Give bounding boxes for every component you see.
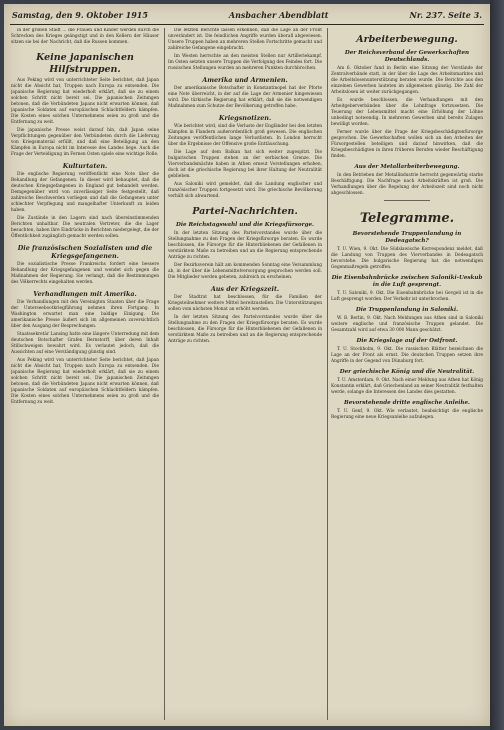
- page-header: [12, 10, 482, 22]
- article-text: In den Betrieben der Metallindustrie herrscht gegenwärtig starke Beschäftigung. Die Nachfrage nach Arbeitskräften ist groß. Die Verhandlungen über die Regelung der Arbeitszeit sind noch nicht abgeschlossen.: [331, 173, 483, 196]
- telegram-headline: Der griechische König und die Neutralität.: [339, 369, 475, 375]
- article-text: In der letzten Sitzung des Parteivorstandes wurde über die Stellungnahme zu den Fragen der Kriegsfürsorge beraten. Es wurde beschlossen, die Fürsorge für die Hinterbliebenen der Gefallenen in verstärktem Maße zu betreiben und an die Regierung entsprechende Anträge zu richten.: [168, 315, 322, 344]
- telegram-text: W. B. Berlin, 9. Okt. Nach Meldungen aus Athen sind in Saloniki weitere englische und französische Truppen gelandet. Die Gesamtzahl wird auf etwa 30 000 Mann geschätzt.: [331, 316, 483, 333]
- headline: Kulturtaten.: [62, 162, 108, 170]
- headline: Partei-Nachrichten.: [192, 206, 298, 217]
- subheadline: Aus der Metallarbeiterbewegung.: [354, 164, 460, 170]
- headline: Arbeiterbewegung.: [356, 34, 458, 45]
- article-text: Aus Peking wird von unterrichteter Seite berichtet, daß Japan nicht die Absicht hat, Truppen nach Europa zu entsenden. Die japanische Regierung hat wiederholt erklärt, daß sie zu einem solchen Schritt nicht bereit sei. Die japanischen Zeitungen betonen, daß die Verbündeten Japans nicht erwarten können, daß japanische Soldaten auf europäischen Schlachtfeldern kämpfen. Die Kosten eines solchen Unternehmens seien zu groß und die Entfernung zu weit.: [11, 358, 159, 405]
- article-text: In der letzten Sitzung des Parteivorstandes wurde über die Stellungnahme zu den Fragen der Kriegsfürsorge beraten. Es wurde beschlossen, die Fürsorge für die Hinterbliebenen der Gefallenen in verstärktem Maße zu betreiben und an die Regierung entsprechende Anträge zu richten.: [168, 231, 322, 260]
- headline: Die französischen Sozialisten und die Kriegsgefangenen.: [17, 244, 153, 260]
- telegram-text: T. U. Stockholm, 9. Okt. Die russischen Blätter bezeichnen die Lage an der Front als ernst. Die deutschen Truppen setzen ihre Angriffe in der Gegend von Dünaburg fort.: [331, 347, 483, 364]
- header-date: Samstag, den 9. Oktober 1915: [12, 10, 148, 20]
- headline-telegrams: Telegramme.: [359, 211, 455, 226]
- subheadline: Der Reichsverband der Gewerkschaften Deutschlands.: [344, 50, 470, 63]
- header-page-number: Nr. 237. Seite 3.: [409, 10, 482, 20]
- article-text: Die japanische Presse weist darauf hin, daß Japan seine Verpflichtungen gegenüber den Verbündeten durch die Lieferung von Kriegsmaterial erfüllt, und daß eine Beteiligung an den Kämpfen in Europa nicht im Interesse des Landes liege. Auch die Frage der Verteidigung im Fernen Osten spiele eine wichtige Rolle.: [11, 128, 159, 157]
- telegram-headline: Die Truppenlandung in Saloniki.: [355, 307, 459, 313]
- binding-spine: [490, 0, 504, 730]
- headline: Kriegsnotizen.: [218, 114, 272, 122]
- divider: [384, 200, 430, 201]
- column-2: [168, 28, 322, 720]
- header-paper-name: Ansbacher Abendblatt: [228, 10, 329, 20]
- article-text: Ferner wurde über die Frage der Kriegsbeschädigtenfürsorge gesprochen. Die Gewerkschaften wollen sich an den Arbeiten der Fürsorgestellen beteiligen und darauf hinwirken, daß die Kriegsbeschädigten in ihren früheren Berufen wieder Beschäftigung finden.: [331, 130, 483, 159]
- article-text: Die englische Regierung veröffentlicht eine Note über die Behandlung der Gefangenen. In dieser wird behauptet, daß die deutschen Kriegsgefangenen in England gut behandelt werden. Demgegenüber wird von zuverlässiger Seite festgestellt, daß zahlreiche Beschwerden vorliegen und daß die Gefangenen unter schlechter Verpflegung und mangelhafter Unterkunft zu leiden haben.: [11, 172, 159, 213]
- article-text: Am 6. Oktober fand in Berlin eine Sitzung der Vorstände der Zentralverbände statt, in der über die Lage des Arbeitsmarktes und die Arbeitslosenunterstützung beraten wurde. Die Berichte aus den einzelnen Gewerben lauteten im allgemeinen günstig. Die Zahl der Arbeitslosen ist weiter zurückgegangen.: [331, 66, 483, 95]
- article-text: Der amerikanische Botschafter in Konstantinopel hat der Pforte eine Note überreicht, in der auf die Lage der Armenier hingewiesen wird. Die türkische Regierung hat erklärt, daß sie die notwendigen Maßnahmen zum Schutze der Bevölkerung getroffen habe.: [168, 86, 322, 109]
- header-rule: [10, 24, 484, 25]
- headline: Verhandlungen mit Amerika.: [33, 290, 137, 298]
- telegram-text: T. U. Wien, 9. Okt. Die Südslawische Korrespondenz meldet, daß die Landung von Truppen des Vierverbandes in Dedeagatsch bevorstehe. Die bulgarische Regierung hat die notwendigen Gegenmaßregeln getroffen.: [331, 247, 483, 270]
- column-divider: [327, 28, 328, 720]
- telegram-headline: Bevorstehende Truppenlandung in Dedeagatsch?: [352, 231, 462, 244]
- column-divider: [164, 28, 165, 720]
- article-text: Staatssekretär Lansing hatte eine längere Unterredung mit dem deutschen Botschafter Grafen Bernstorff, über deren Inhalt Stillschweigen bewahrt wird. Es verlautet jedoch, daß die Aussichten auf eine Verständigung günstig sind.: [11, 332, 159, 355]
- telegram-headline: Bevorstehende dritte englische Anleihe.: [344, 400, 470, 406]
- telegram-headline: Die Eisenbahnbrücke zwischen Saloniki-Ueskub in die Luft gesprengt.: [331, 275, 483, 288]
- article-text: Aus Peking wird von unterrichteter Seite berichtet, daß Japan nicht die Absicht hat, Truppen nach Europa zu entsenden. Die japanische Regierung hat wiederholt erklärt, daß sie zu einem solchen Schritt nicht bereit sei. Die japanischen Zeitungen betonen, daß die Verbündeten Japans nicht erwarten können, daß japanische Soldaten auf europäischen Schlachtfeldern kämpfen. Die Kosten eines solchen Unternehmens seien zu groß und die Entfernung zu weit.: [11, 78, 159, 125]
- telegram-text: T. U. Amsterdam, 9. Okt. Nach einer Meldung aus Athen hat König Konstantin erklärt, daß Griechenland an seiner Neutralität festhalten werde, solange die Interessen des Landes dies gestatten.: [331, 378, 483, 395]
- column-1: [11, 28, 159, 720]
- article-text: Die Verhandlungen mit den Vereinigten Staaten über die Frage der Unterseebootkriegführung nehmen ihren Fortgang. In Washington erwartet man eine baldige Einigung. Die amerikanische Presse äußert sich im allgemeinen zuversichtlich über den Ausgang der Besprechungen.: [11, 300, 159, 329]
- article-text: Die Zustände in den Lagern sind nach übereinstimmenden Berichten unhaltbar. Die neutralen Vertreter, die die Lager besuchten, haben ihre Eindrücke in Berichten niedergelegt, die der Öffentlichkeit zugänglich gemacht werden sollen.: [11, 216, 159, 239]
- subheadline: Die Reichstagswahl und die Kriegsfürsorge.: [175, 222, 315, 228]
- telegram-text: T. U. Saloniki, 9. Okt. Die Eisenbahnbrücke bei Gevgeli ist in die Luft gesprengt worden. Der Verkehr ist unterbrochen.: [331, 291, 483, 302]
- newspaper-page: [4, 4, 490, 726]
- article-text: Die letzten Berichte lassen erkennen, daß die Lage an der Front unverändert ist. Die feindlichen Angriffe wurden überall abgewiesen. Unsere Truppen haben an mehreren Stellen Fortschritte gemacht und zahlreiche Gefangene eingebracht.: [168, 28, 322, 51]
- article-text: Die Lage auf dem Balkan hat sich weiter zugespitzt. Die bulgarischen Truppen stehen an der serbischen Grenze. Die Vierverbandsmächte haben in Athen erneut Vorstellungen erhoben, doch ist die griechische Regierung bei ihrer Haltung der Neutralität geblieben.: [168, 150, 322, 179]
- article-text: Im Westen herrschte an den meisten Stellen nur Artilleriekampf. Im Osten setzten unsere Truppen die Verfolgung des Feindes fort. Die russischen Stellungen wurden an mehreren Punkten durchbrochen.: [168, 54, 322, 71]
- column-3: [331, 28, 483, 720]
- article-text: Aus Saloniki wird gemeldet, daß die Landung englischer und französischer Truppen fortgesetzt wird. Die griechische Bevölkerung verhält sich abwartend.: [168, 182, 322, 199]
- headline: Keine japanischen Hilfstruppen.: [36, 52, 134, 75]
- article-text: Wie berichtet wird, sind die Verluste der Engländer bei den letzten Kämpfen in Flandern außerordentlich groß gewesen. Die englischen Zeitungen veröffentlichen lange Verlustlisten. In London herrscht über die Ergebnisse der Offensive große Enttäuschung.: [168, 124, 322, 147]
- headline: Amerika und Armenien.: [202, 76, 288, 84]
- telegram-text: T. U. Genf, 9. Okt. Wie verlautet, beabsichtigt die englische Regierung eine neue Kriegsanleihe aufzulegen.: [331, 409, 483, 420]
- article-text: in der großen Stadt ... die Frauen und Kinder werden durch die Schrecken des Krieges geängstigt und in den Kellern der Häuser sitzen sie bei der Nachricht, daß die Russen kommen.: [11, 28, 159, 45]
- article-text: Der Bezirksverein hält am kommenden Sonntag eine Versammlung ab, in der über die Lebensmittelversorgung gesprochen werden soll. Die Mitglieder werden gebeten, zahlreich zu erscheinen.: [168, 263, 322, 280]
- headline: Aus der Kriegszeit.: [210, 285, 280, 293]
- article-text: Der Stadtrat hat beschlossen, für die Familien der Kriegsteilnehmer weitere Mittel bereitzustellen. Die Unterstützungen sollen vom nächsten Monat an erhöht werden.: [168, 295, 322, 312]
- telegram-headline: Die Kriegslage auf der Ostfront.: [356, 338, 458, 344]
- article-text: Die sozialistische Presse Frankreichs fordert eine bessere Behandlung der Kriegsgefangenen und wendet sich gegen die Maßnahmen der Regierung. Sie verlangt, daß die Bestimmungen des Völkerrechts eingehalten werden.: [11, 262, 159, 285]
- article-text: Es wurde beschlossen, die Verhandlungen mit den Arbeitgeberverbänden über die Lohnfrage fortzusetzen. Die Teuerung der Lebensmittel macht eine Erhöhung der Löhne unbedingt notwendig. In mehreren Gewerben sind bereits Zulagen bewilligt worden.: [331, 98, 483, 127]
